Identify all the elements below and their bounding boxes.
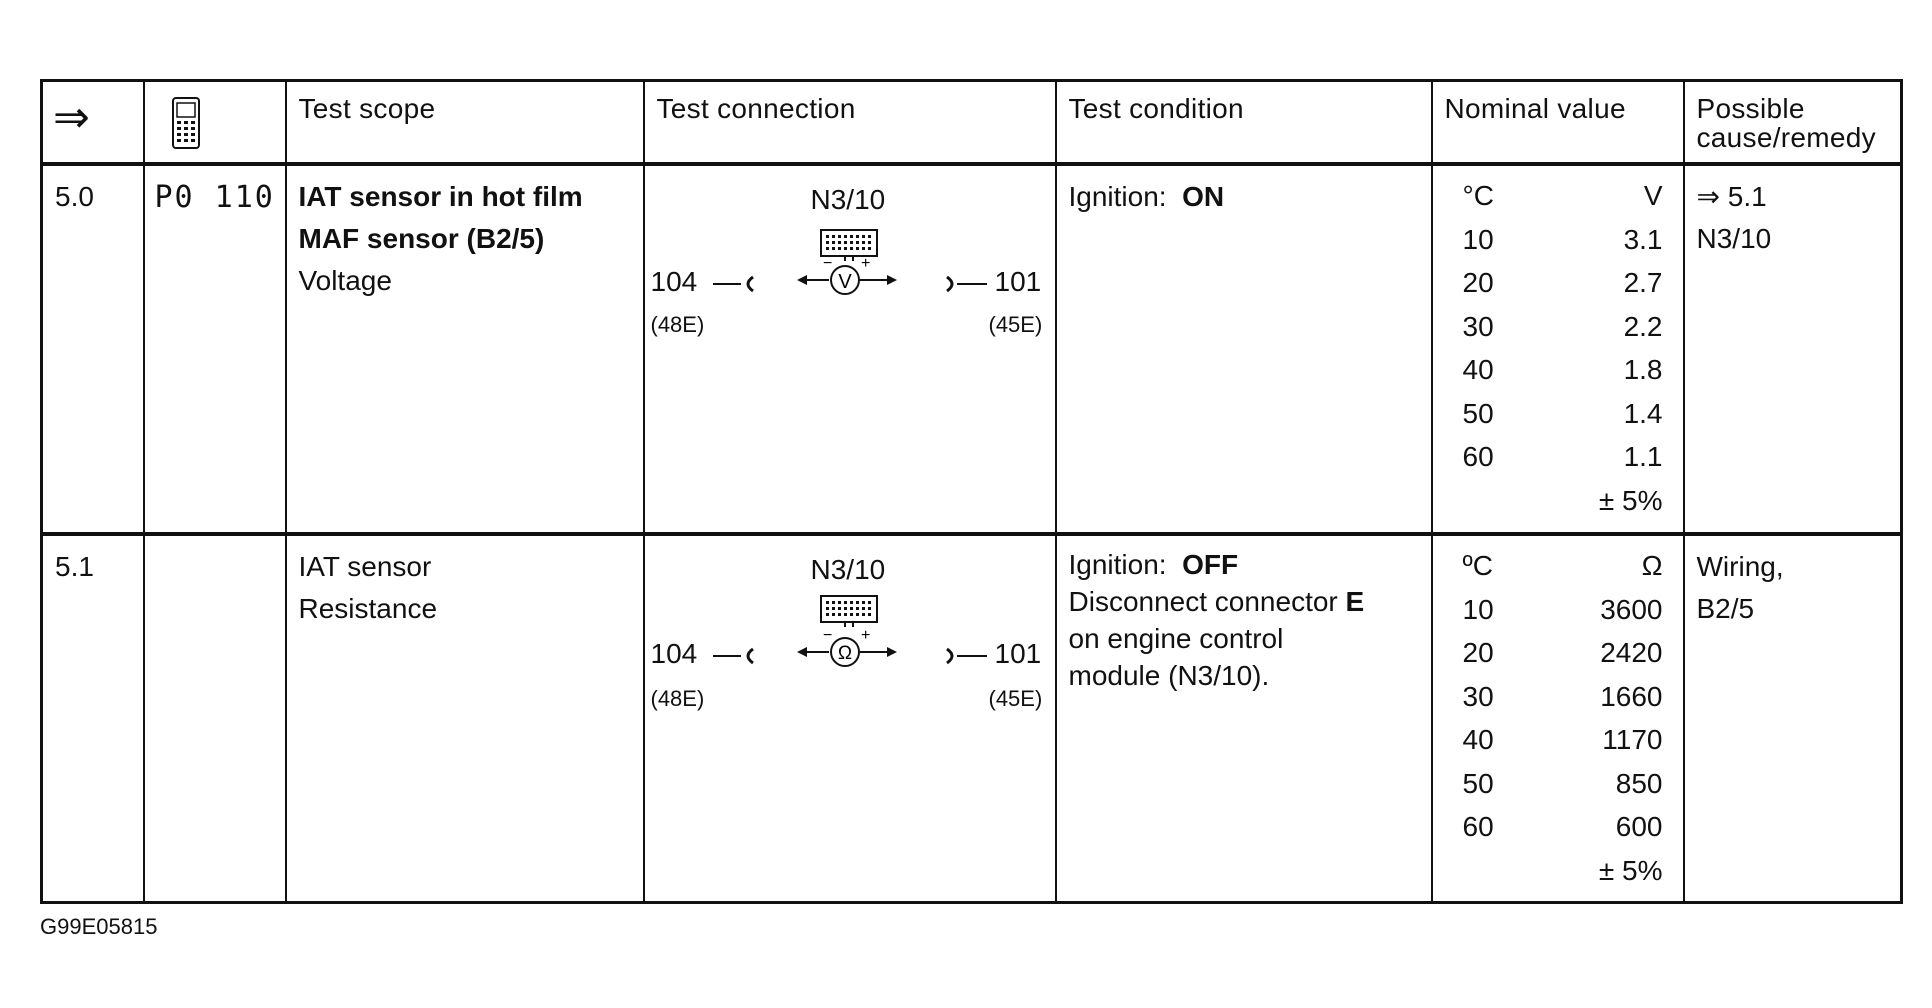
right-arrow-icon: ⇒ — [53, 93, 90, 142]
ecu-connector-icon — [819, 592, 879, 628]
svg-text:−: − — [822, 258, 832, 272]
pin-left: 104 — [650, 638, 698, 669]
possible-cause: ⇒ 5.1 N3/10 — [1696, 181, 1772, 254]
table-header-row — [42, 81, 1902, 165]
socket-right: (45E) — [988, 312, 1043, 337]
wire-lead-right-icon — [943, 274, 989, 294]
module-label: N3/10 — [810, 184, 886, 215]
socket-right: (45E) — [988, 686, 1043, 711]
meter-symbol: Ω — [837, 643, 852, 664]
header-arrow-cell — [42, 81, 144, 165]
step-number: 5.0 — [55, 181, 94, 212]
test-table — [40, 79, 1903, 904]
ohmmeter-icon — [793, 630, 903, 670]
test-scope: IAT sensor in hot film MAF sensor (B2/5) Voltage — [298, 181, 583, 296]
fault-code-empty — [144, 534, 286, 902]
svg-text:+: + — [860, 258, 870, 272]
header-test-condition: Test condition — [1068, 93, 1244, 124]
header-nominal-value: Nominal value — [1444, 93, 1626, 124]
handheld-tester-icon — [167, 96, 207, 152]
test-condition: Ignition: ON — [1068, 181, 1225, 212]
table-row — [42, 534, 1902, 902]
header-test-scope: Test scope — [298, 93, 436, 124]
voltmeter-icon — [793, 258, 903, 298]
pin-left: 104 — [650, 266, 698, 297]
socket-left: (48E) — [650, 686, 705, 711]
svg-text:+: + — [860, 630, 870, 644]
tolerance: ± 5% — [1598, 854, 1663, 886]
test-connection-diagram — [645, 166, 1055, 466]
test-condition: Ignition: OFF Disconnect connector E on engine control module (N3/10). — [1068, 549, 1365, 691]
wire-lead-right-icon — [943, 646, 989, 666]
meter-symbol: V — [837, 271, 852, 293]
nominal-values: ºC Ω 10 3600 20 2420 30 1660 40 1170 50 850 60 600 ± 5% — [1433, 536, 1683, 892]
svg-text:−: − — [822, 630, 832, 644]
ecu-connector-icon — [819, 226, 879, 262]
wire-lead-left-icon — [711, 646, 757, 666]
figure-id: G99E05815 — [40, 914, 158, 939]
nominal-values: °C V 10 3.1 20 2.7 30 2.2 40 1.8 50 1.4 60 1.1 ± 5% — [1433, 166, 1683, 522]
wire-lead-left-icon — [711, 274, 757, 294]
pin-right: 101 — [994, 266, 1042, 297]
test-connection-diagram — [645, 536, 1055, 836]
header-test-connection: Test connection — [656, 93, 856, 124]
table-row — [42, 164, 1902, 534]
pin-right: 101 — [994, 638, 1042, 669]
fault-code: P0 110 — [154, 180, 275, 215]
module-label: N3/10 — [810, 554, 886, 585]
header-possible-cause: Possible cause/remedy — [1696, 93, 1876, 153]
socket-left: (48E) — [650, 312, 705, 337]
step-number: 5.1 — [55, 551, 94, 582]
tolerance: ± 5% — [1598, 484, 1663, 516]
test-scope: IAT sensor Resistance — [298, 551, 438, 624]
possible-cause: Wiring, B2/5 — [1696, 551, 1784, 624]
header-tester-cell — [144, 81, 286, 165]
